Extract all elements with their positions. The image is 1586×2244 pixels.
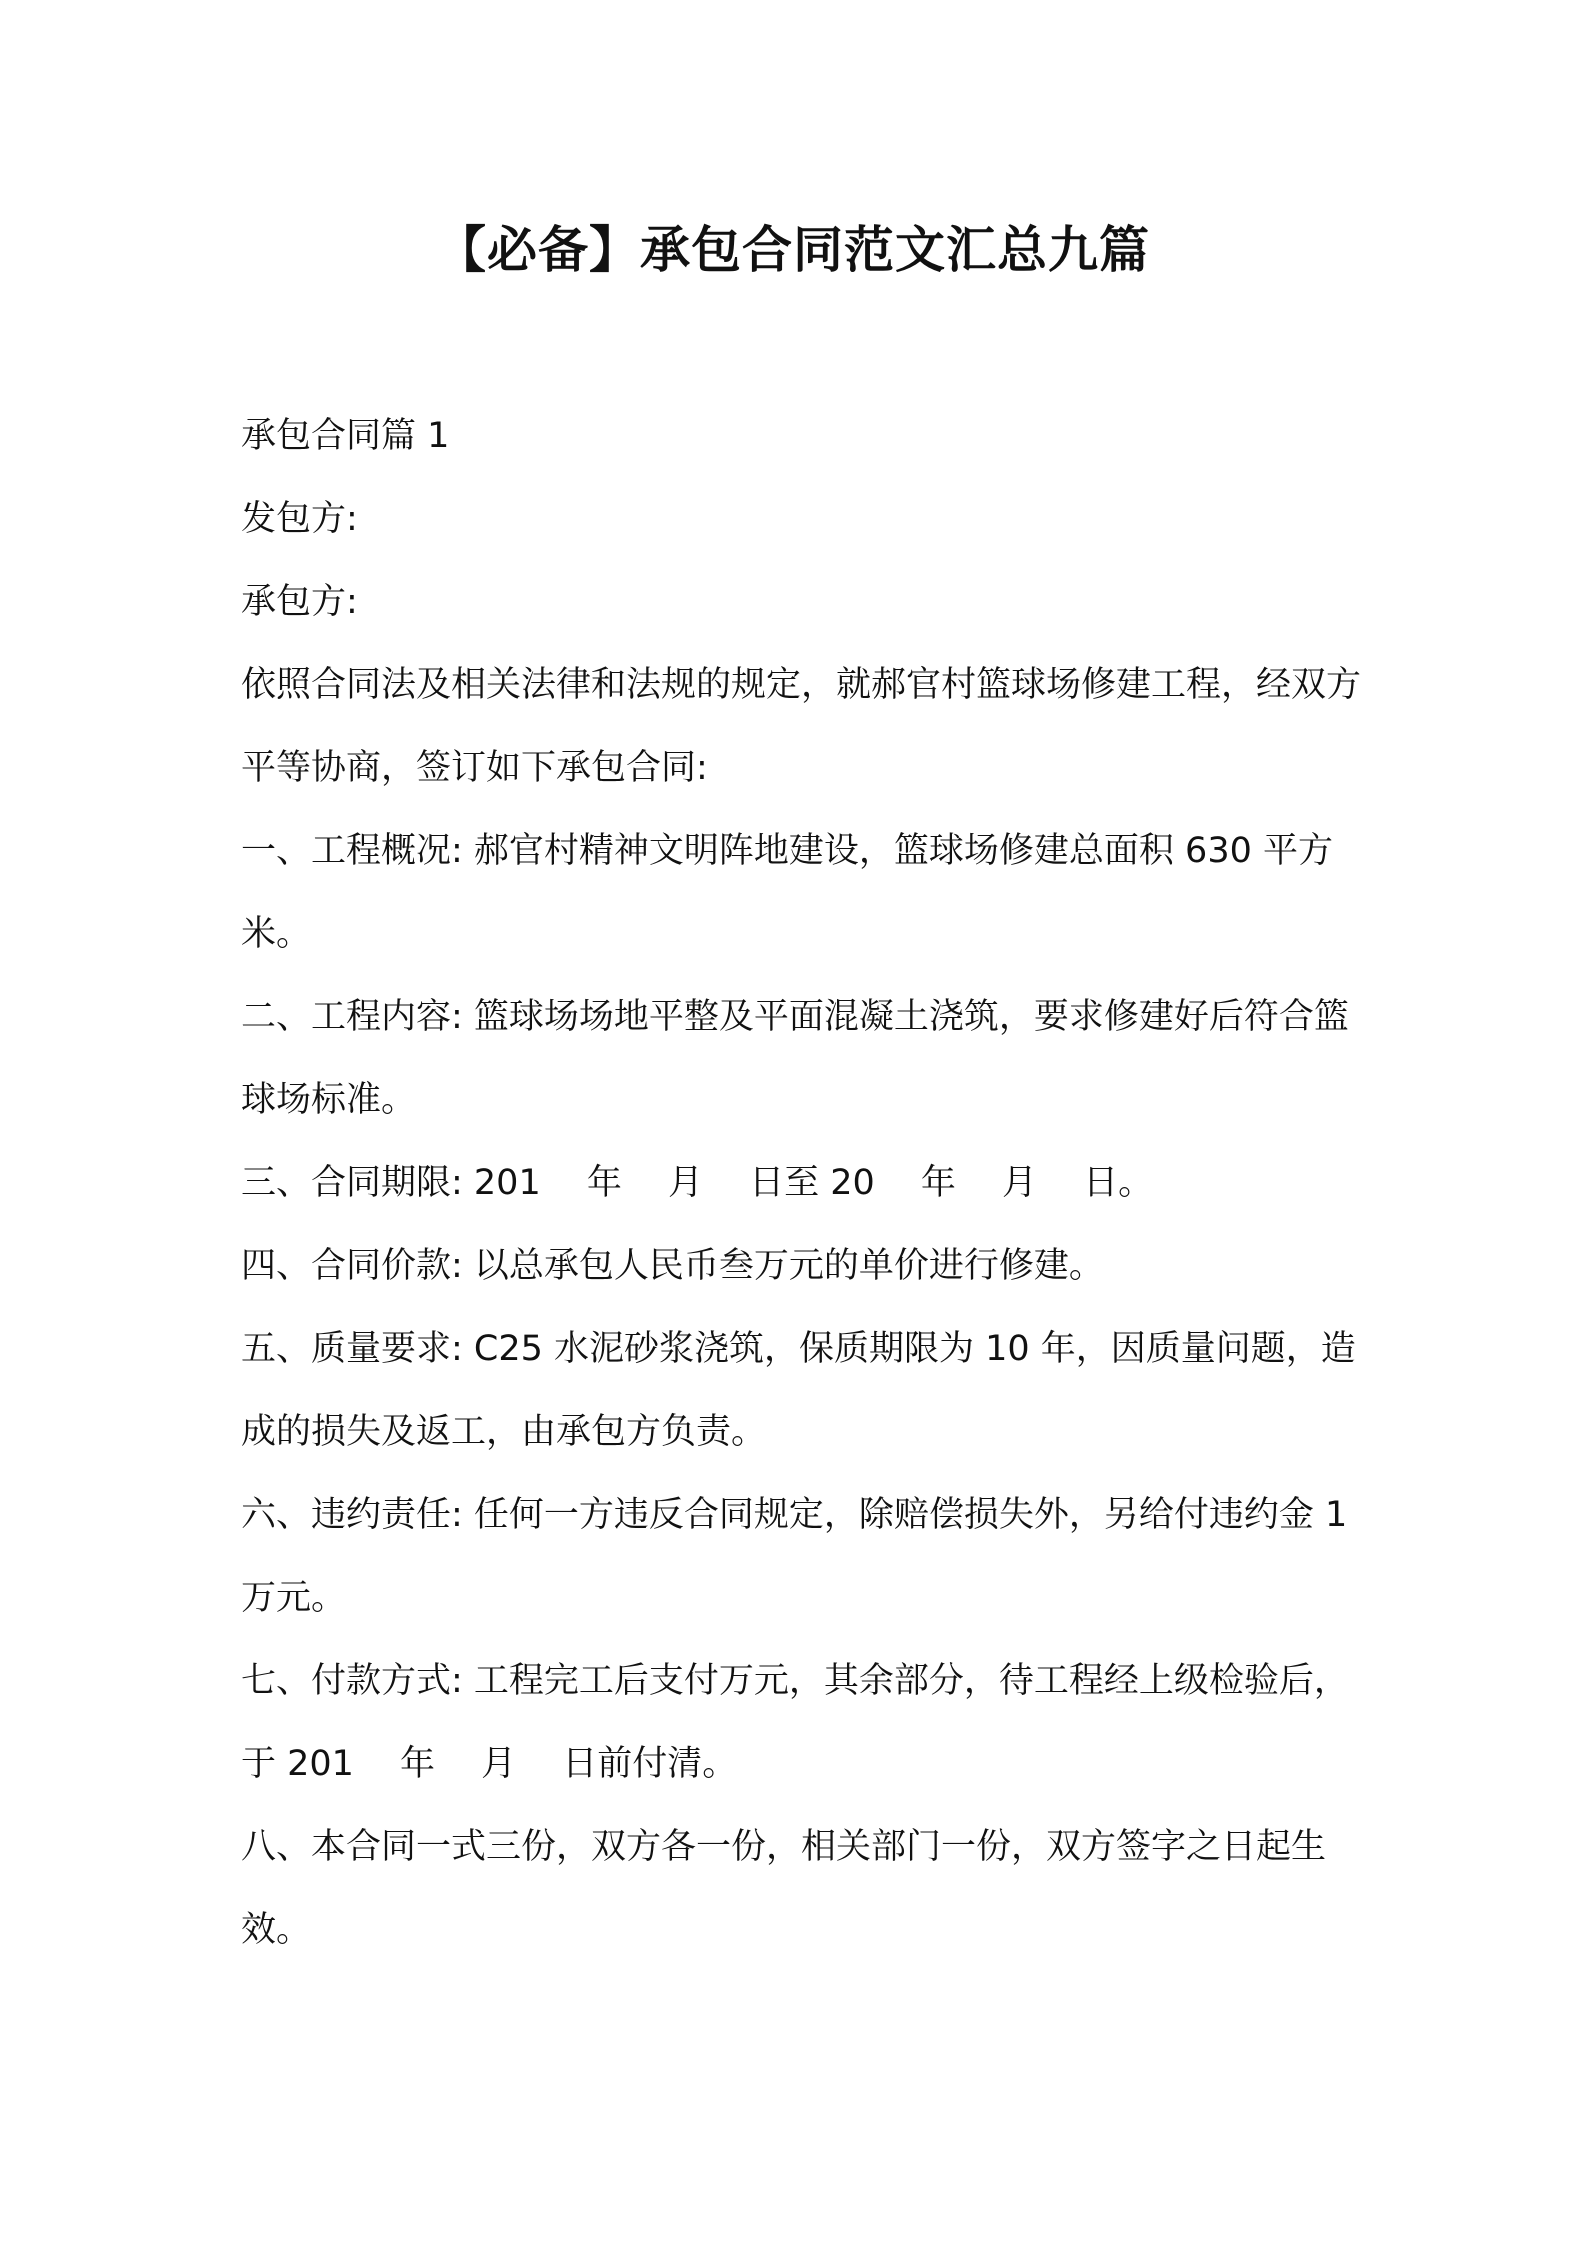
party-a-line: 发包方: — [241, 499, 358, 539]
clause-copies-effectiveness: 八、本合同一式三份，双方各一份，相关部门一份，双方签字之日起生效。 — [241, 1827, 1327, 1950]
document-body — [241, 395, 1361, 1972]
clause-payment-method: 七、付款方式: 工程完工后支付万元，其余部分，待工程经上级检验后，于 201 年 月 日前付清。 — [241, 1661, 1349, 1784]
clause-contract-period: 三、合同期限: 201 年 月 日至 20 年 月 日。 — [241, 1163, 1154, 1203]
document-title: 【必备】承包合同范文汇总九篇 — [436, 221, 1150, 279]
clause-project-overview: 一、工程概况: 郝官村精神文明阵地建设，篮球场修建总面积 630 平方米。 — [241, 831, 1333, 954]
clause-contract-price: 四、合同价款: 以总承包人民币叁万元的单价进行修建。 — [241, 1246, 1104, 1286]
section-heading: 承包合同篇 1 — [241, 416, 450, 456]
party-b-line: 承包方: — [241, 582, 358, 622]
preamble-paragraph: 依照合同法及相关法律和法规的规定，就郝官村篮球场修建工程，经双方平等协商，签订如下承包合同: — [241, 665, 1362, 788]
clause-project-content: 二、工程内容: 篮球场场地平整及平面混凝土浇筑，要求修建好后符合篮球场标准。 — [241, 997, 1349, 1120]
clause-breach-liability: 六、违约责任: 任何一方违反合同规定，除赔偿损失外，另给付违约金 1 万元。 — [241, 1495, 1359, 1618]
clause-quality-requirements: 五、质量要求: C25 水泥砂浆浇筑，保质期限为 10 年，因质量问题，造成的损失及返工，由承包方负责。 — [241, 1329, 1356, 1452]
